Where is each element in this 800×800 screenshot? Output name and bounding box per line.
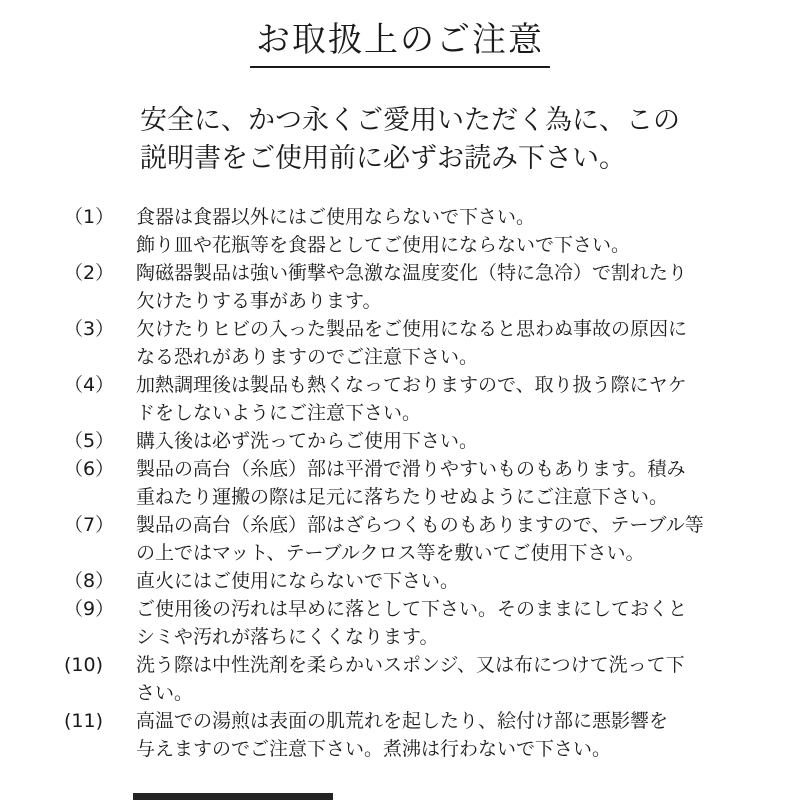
- list-item: [0, 455, 800, 511]
- item-text: [136, 595, 800, 651]
- item-text-line: 直火にはご使用にならないで下さい。: [136, 570, 460, 592]
- item-number: （5）: [64, 430, 115, 452]
- item-number: （1）: [64, 206, 115, 228]
- item-text-line: 陶磁器製品は強い衝撃や急激な温度変化（特に急冷）で割れたり: [136, 262, 688, 284]
- list-item: [0, 203, 800, 259]
- item-text-line: 与えますのでご注意下さい。煮沸は行わないで下さい。: [136, 738, 612, 760]
- item-number: （4）: [64, 374, 115, 396]
- item-text-line: ドをしないようにご注意下さい。: [136, 402, 422, 424]
- intro-line: 安全に、かつ永くご愛用いただく為に、この: [140, 105, 680, 136]
- item-number: （6）: [64, 458, 115, 480]
- item-text: [136, 259, 800, 315]
- title-row: [0, 0, 800, 68]
- item-text: [136, 651, 800, 707]
- item-text-line: さい。: [136, 682, 194, 704]
- item-text-line: 高温での湯煎は表面の肌荒れを起したり、絵付け部に悪影響を: [136, 710, 669, 732]
- item-text: [136, 315, 800, 371]
- item-number: (10): [64, 654, 104, 676]
- item-text: [136, 203, 800, 259]
- item-number: （3）: [64, 318, 115, 340]
- item-text-line: 重ねたり運搬の際は足元に落ちたりせぬようにご注意下さい。: [136, 486, 669, 508]
- cropped-next-section-bar: [133, 793, 333, 800]
- page-title: お取扱上のご注意: [250, 20, 550, 68]
- item-number: （8）: [64, 570, 115, 592]
- item-text-line: 加熱調理後は製品も熱くなっておりますので、取り扱う際にヤケ: [136, 374, 687, 396]
- list-item: [0, 707, 800, 763]
- item-text: [136, 567, 800, 595]
- list-item: [0, 651, 800, 707]
- item-text-line: の上ではマット、テーブルクロス等を敷いてご使用下さい。: [136, 542, 645, 564]
- list-item: [0, 567, 800, 595]
- item-text-line: 食器は食器以外にはご使用ならないで下さい。: [136, 206, 536, 228]
- list-item: [0, 427, 800, 455]
- intro-line: 説明書をご使用前に必ずお読み下さい。: [140, 143, 626, 174]
- item-number: （9）: [64, 598, 115, 620]
- item-text-line: 飾り皿や花瓶等を食器としてご使用にならないで下さい。: [136, 234, 631, 256]
- precaution-list: [0, 203, 800, 763]
- item-text-line: 欠けたりする事があります。: [136, 290, 382, 312]
- intro-text: [140, 102, 800, 178]
- item-text: [136, 427, 800, 455]
- item-text-line: 製品の高台（糸底）部は平滑で滑りやすいものもあります。積み: [136, 458, 686, 480]
- list-item: [0, 511, 800, 567]
- item-text: [136, 511, 800, 567]
- item-text-line: ご使用後の汚れは早めに落として下さい。そのままにしておくと: [136, 598, 688, 620]
- item-text-line: なる恐れがありますのでご注意下さい。: [136, 346, 479, 368]
- item-text: [136, 371, 800, 427]
- list-item: [0, 259, 800, 315]
- item-text: [136, 455, 800, 511]
- item-text-line: シミや汚れが落ちにくくなります。: [136, 626, 439, 648]
- item-text-line: 製品の高台（糸底）部はざらつくものもありますので、テーブル等: [136, 514, 704, 536]
- item-number: (11): [64, 710, 104, 732]
- item-number: （7）: [64, 514, 115, 536]
- list-item: [0, 371, 800, 427]
- list-item: [0, 595, 800, 651]
- item-text-line: 欠けたりヒビの入った製品をご使用になると思わぬ事故の原因に: [136, 318, 688, 340]
- list-item: [0, 315, 800, 371]
- item-text-line: 洗う際は中性洗剤を柔らかいスポンジ、又は布につけて洗って下: [136, 654, 685, 676]
- item-number: （2）: [64, 262, 115, 284]
- item-text: [136, 707, 800, 763]
- item-text-line: 購入後は必ず洗ってからご使用下さい。: [136, 430, 479, 452]
